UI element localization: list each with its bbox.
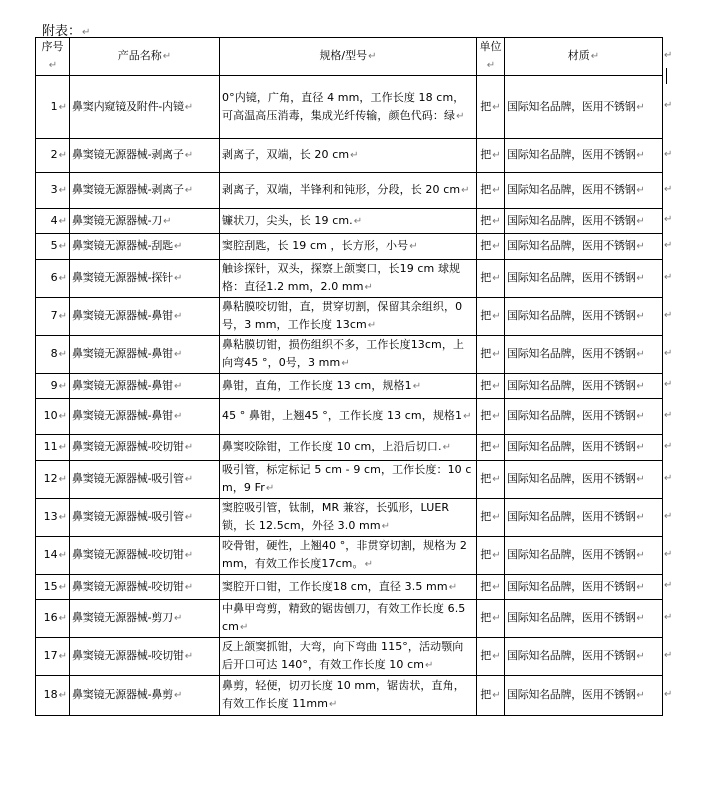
paragraph-mark-icon: ↵ bbox=[173, 380, 183, 392]
row-end-mark-icon: ↵ bbox=[664, 214, 673, 225]
paragraph-mark-icon: ↵ bbox=[448, 581, 458, 593]
cell-unit: 把↵ bbox=[477, 298, 505, 336]
cell-material: 国际知名品牌，医用不锈钢↵ bbox=[505, 76, 663, 139]
paragraph-mark-icon: ↵ bbox=[58, 690, 67, 701]
cell-serial-number: 18↵ bbox=[36, 676, 70, 716]
cell-product-name: 鼻窦内窥镜及附件-内镜↵ bbox=[70, 76, 220, 139]
paragraph-mark-icon: ↵ bbox=[82, 27, 91, 38]
paragraph-mark-icon: ↵ bbox=[58, 349, 67, 360]
paragraph-mark-icon: ↵ bbox=[367, 320, 377, 331]
cell-material: 国际知名品牌，医用不锈钢↵ bbox=[505, 575, 663, 600]
paragraph-mark-icon: ↵ bbox=[381, 521, 391, 532]
table-row bbox=[36, 575, 663, 600]
paragraph-mark-icon: ↵ bbox=[425, 660, 434, 671]
row-end-mark-icon: ↵ bbox=[664, 649, 673, 661]
paragraph-mark-icon: ↵ bbox=[492, 215, 501, 227]
paragraph-mark-icon: ↵ bbox=[184, 550, 193, 561]
table-row bbox=[36, 676, 663, 716]
cell-product-name: 鼻窦镜无源器械-鼻钳↵ bbox=[70, 399, 220, 435]
paragraph-mark-icon: ↵ bbox=[184, 474, 193, 485]
cell-unit: 把↵ bbox=[477, 173, 505, 209]
cell-spec-model: 剥离子，双端，长 20 cm↵ bbox=[220, 139, 477, 173]
row-end-mark-icon: ↵ bbox=[664, 347, 673, 359]
header-unit: 单位↵ bbox=[477, 38, 505, 76]
cell-unit: 把↵ bbox=[477, 234, 505, 260]
paragraph-mark-icon: ↵ bbox=[492, 101, 501, 113]
cell-product-name: 鼻窦镜无源器械-鼻钳↵ bbox=[70, 336, 220, 374]
table-row bbox=[36, 435, 663, 461]
cell-serial-number: 7↵ bbox=[36, 298, 70, 336]
text-cursor bbox=[666, 68, 667, 84]
paragraph-mark-icon: ↵ bbox=[492, 273, 501, 284]
table-row bbox=[36, 336, 663, 374]
paragraph-mark-icon: ↵ bbox=[265, 483, 275, 494]
paragraph-mark-icon: ↵ bbox=[636, 349, 645, 360]
cell-product-name: 鼻窦镜无源器械-咬切钳↵ bbox=[70, 575, 220, 600]
row-end-mark-icon: ↵ bbox=[664, 100, 673, 111]
cell-spec-model: 鼻钳，直角，工作长度 13 cm，规格1↵ bbox=[220, 374, 477, 399]
paragraph-mark-icon: ↵ bbox=[636, 215, 645, 227]
paragraph-mark-icon: ↵ bbox=[636, 185, 645, 196]
paragraph-mark-icon: ↵ bbox=[636, 311, 645, 322]
table-row bbox=[36, 298, 663, 336]
paragraph-mark-icon: ↵ bbox=[173, 690, 183, 701]
paragraph-mark-icon: ↵ bbox=[636, 581, 645, 593]
cell-material: 国际知名品牌，医用不锈钢↵ bbox=[505, 209, 663, 234]
paragraph-mark-icon: ↵ bbox=[173, 613, 183, 624]
cell-material: 国际知名品牌，医用不锈钢↵ bbox=[505, 499, 663, 537]
cell-spec-model: 咬骨钳，硬性，上翘40 °，非贯穿切割，规格为 2 mm，有效工作长度17cm。↵ bbox=[220, 537, 477, 575]
paragraph-mark-icon: ↵ bbox=[492, 311, 501, 322]
cell-spec-model: 剥离子，双端，半锋利和钝形，分段，长 20 cm↵ bbox=[220, 173, 477, 209]
cell-serial-number: 5↵ bbox=[36, 234, 70, 260]
cell-serial-number: 10↵ bbox=[36, 399, 70, 435]
row-end-mark-icon: ↵ bbox=[664, 379, 673, 390]
cell-spec-model: 触诊探针，双头，探察上颌窦口，长19 cm 球规格：直径1.2 mm，2.0 mm↵ bbox=[220, 260, 477, 298]
paragraph-mark-icon: ↵ bbox=[636, 651, 645, 662]
cell-unit: 把↵ bbox=[477, 537, 505, 575]
cell-spec-model: 中鼻甲弯剪，精致的锯齿刨刀，有效工作长度 6.5 cm↵ bbox=[220, 600, 477, 638]
paragraph-mark-icon: ↵ bbox=[636, 273, 645, 284]
paragraph-mark-icon: ↵ bbox=[58, 512, 67, 523]
cell-spec-model: 窦腔开口钳，工作长度18 cm，直径 3.5 mm↵ bbox=[220, 575, 477, 600]
paragraph-mark-icon: ↵ bbox=[492, 690, 501, 701]
cell-unit: 把↵ bbox=[477, 575, 505, 600]
cell-material: 国际知名品牌，医用不锈钢↵ bbox=[505, 298, 663, 336]
row-end-mark-icon: ↵ bbox=[664, 271, 673, 283]
cell-product-name: 鼻窦镜无源器械-吸引管↵ bbox=[70, 461, 220, 499]
cell-unit: 把↵ bbox=[477, 676, 505, 716]
cell-product-name: 鼻窦镜无源器械-剥离子↵ bbox=[70, 173, 220, 209]
cell-serial-number: 14↵ bbox=[36, 537, 70, 575]
cell-unit: 把↵ bbox=[477, 139, 505, 173]
cell-unit: 把↵ bbox=[477, 499, 505, 537]
table-row bbox=[36, 260, 663, 298]
paragraph-mark-icon: ↵ bbox=[58, 651, 67, 662]
cell-material: 国际知名品牌，医用不锈钢↵ bbox=[505, 399, 663, 435]
cell-spec-model: 鼻粘膜咬切钳，直，贯穿切割，保留其余组织，0号，3 mm，工作长度 13cm↵ bbox=[220, 298, 477, 336]
paragraph-mark-icon: ↵ bbox=[636, 512, 645, 523]
row-end-mark-icon: ↵ bbox=[664, 148, 673, 160]
cell-serial-number: 2↵ bbox=[36, 139, 70, 173]
table-row bbox=[36, 76, 663, 139]
cell-spec-model: 鼻剪，轻便，切刃长度 10 mm，锯齿状，直角，有效工作长度 11mm↵ bbox=[220, 676, 477, 716]
paragraph-mark-icon: ↵ bbox=[364, 559, 374, 570]
paragraph-mark-icon: ↵ bbox=[492, 442, 501, 453]
header-material: 材质↵ bbox=[505, 38, 663, 76]
cell-material: 国际知名品牌，医用不锈钢↵ bbox=[505, 139, 663, 173]
paragraph-mark-icon: ↵ bbox=[58, 101, 67, 113]
cell-material: 国际知名品牌，医用不锈钢↵ bbox=[505, 638, 663, 676]
cell-serial-number: 6↵ bbox=[36, 260, 70, 298]
row-end-mark-icon: ↵ bbox=[664, 688, 673, 700]
paragraph-mark-icon: ↵ bbox=[184, 581, 193, 593]
paragraph-mark-icon: ↵ bbox=[173, 241, 183, 252]
paragraph-mark-icon: ↵ bbox=[492, 380, 501, 392]
cell-serial-number: 16↵ bbox=[36, 600, 70, 638]
cell-serial-number: 1↵ bbox=[36, 76, 70, 139]
paragraph-mark-icon: ↵ bbox=[492, 241, 501, 252]
cell-unit: 把↵ bbox=[477, 638, 505, 676]
paragraph-mark-icon: ↵ bbox=[239, 622, 249, 633]
paragraph-mark-icon: ↵ bbox=[173, 411, 183, 422]
row-end-mark-icon: ↵ bbox=[664, 239, 673, 251]
row-end-mark-icon: ↵ bbox=[664, 611, 673, 623]
paragraph-mark-icon: ↵ bbox=[412, 380, 422, 392]
table-row bbox=[36, 399, 663, 435]
cell-serial-number: 8↵ bbox=[36, 336, 70, 374]
paragraph-mark-icon: ↵ bbox=[58, 185, 67, 196]
cell-unit: 把↵ bbox=[477, 461, 505, 499]
paragraph-mark-icon: ↵ bbox=[58, 474, 67, 485]
paragraph-mark-icon: ↵ bbox=[636, 690, 645, 701]
cell-spec-model: 45 ° 鼻钳，上翘45 °，工作长度 13 cm，规格1↵ bbox=[220, 399, 477, 435]
cell-product-name: 鼻窦镜无源器械-鼻钳↵ bbox=[70, 374, 220, 399]
cell-product-name: 鼻窦镜无源器械-探针↵ bbox=[70, 260, 220, 298]
paragraph-mark-icon: ↵ bbox=[173, 273, 183, 284]
cell-product-name: 鼻窦镜无源器械-吸引管↵ bbox=[70, 499, 220, 537]
cell-material: 国际知名品牌，医用不锈钢↵ bbox=[505, 173, 663, 209]
table-row bbox=[36, 374, 663, 399]
attachment-title-text: 附表： bbox=[42, 24, 82, 39]
cell-unit: 把↵ bbox=[477, 76, 505, 139]
cell-spec-model: 反上颌窦抓钳，大弯，向下弯曲 115°，活动颚向后开口可达 140°，有效工作长度 10 cm↵ bbox=[220, 638, 477, 676]
paragraph-mark-icon: ↵ bbox=[636, 150, 645, 161]
paragraph-mark-icon: ↵ bbox=[636, 550, 645, 561]
cell-product-name: 鼻窦镜无源器械-刀↵ bbox=[70, 209, 220, 234]
paragraph-mark-icon: ↵ bbox=[329, 699, 338, 710]
cell-spec-model: 鼻粘膜切钳，损伤组织不多，工作长度13cm，上向弯45 °，0号，3 mm↵ bbox=[220, 336, 477, 374]
table-row bbox=[36, 499, 663, 537]
paragraph-mark-icon: ↵ bbox=[184, 185, 193, 196]
paragraph-mark-icon: ↵ bbox=[58, 241, 67, 252]
row-end-mark-icon: ↵ bbox=[664, 548, 673, 560]
cell-material: 国际知名品牌，医用不锈钢↵ bbox=[505, 435, 663, 461]
paragraph-mark-icon: ↵ bbox=[492, 651, 501, 662]
cell-serial-number: 3↵ bbox=[36, 173, 70, 209]
paragraph-mark-icon: ↵ bbox=[184, 150, 193, 161]
table-row bbox=[36, 139, 663, 173]
row-end-mark-icon: ↵ bbox=[664, 309, 673, 321]
paragraph-mark-icon: ↵ bbox=[492, 150, 501, 161]
header-spec-model: 规格/型号↵ bbox=[220, 38, 477, 76]
row-end-mark-icon: ↵ bbox=[664, 440, 673, 452]
cell-product-name: 鼻窦镜无源器械-鼻钳↵ bbox=[70, 298, 220, 336]
paragraph-mark-icon: ↵ bbox=[341, 358, 350, 369]
cell-material: 国际知名品牌，医用不锈钢↵ bbox=[505, 234, 663, 260]
cell-serial-number: 13↵ bbox=[36, 499, 70, 537]
header-serial-number: 序号↵ bbox=[36, 38, 70, 76]
paragraph-mark-icon: ↵ bbox=[492, 185, 501, 196]
paragraph-mark-icon: ↵ bbox=[442, 442, 452, 453]
paragraph-mark-icon: ↵ bbox=[350, 150, 359, 161]
cell-unit: 把↵ bbox=[477, 435, 505, 461]
paragraph-mark-icon: ↵ bbox=[353, 215, 363, 227]
row-end-mark-icon: ↵ bbox=[664, 580, 673, 591]
paragraph-mark-icon: ↵ bbox=[58, 581, 67, 593]
cell-material: 国际知名品牌，医用不锈钢↵ bbox=[505, 374, 663, 399]
cell-product-name: 鼻窦镜无源器械-剥离子↵ bbox=[70, 139, 220, 173]
cell-product-name: 鼻窦镜无源器械-咬切钳↵ bbox=[70, 537, 220, 575]
paragraph-mark-icon: ↵ bbox=[492, 512, 501, 523]
paragraph-mark-icon: ↵ bbox=[492, 581, 501, 593]
cell-unit: 把↵ bbox=[477, 374, 505, 399]
paragraph-mark-icon: ↵ bbox=[492, 411, 501, 422]
cell-material: 国际知名品牌，医用不锈钢↵ bbox=[505, 537, 663, 575]
paragraph-mark-icon: ↵ bbox=[492, 613, 501, 624]
row-end-mark-icon: ↵ bbox=[664, 49, 673, 61]
paragraph-mark-icon: ↵ bbox=[636, 613, 645, 624]
paragraph-mark-icon: ↵ bbox=[636, 380, 645, 392]
cell-spec-model: 吸引管，标定标记 5 cm - 9 cm，工作长度：10 cm，9 Fr↵ bbox=[220, 461, 477, 499]
cell-unit: 把↵ bbox=[477, 600, 505, 638]
cell-serial-number: 9↵ bbox=[36, 374, 70, 399]
cell-serial-number: 11↵ bbox=[36, 435, 70, 461]
cell-serial-number: 12↵ bbox=[36, 461, 70, 499]
paragraph-mark-icon: ↵ bbox=[58, 311, 67, 322]
paragraph-mark-icon: ↵ bbox=[456, 110, 465, 122]
cell-spec-model: 鼻窦咬除钳，工作长度 10 cm，上沿后切口.↵ bbox=[220, 435, 477, 461]
row-end-mark-icon: ↵ bbox=[664, 409, 673, 421]
paragraph-mark-icon: ↵ bbox=[58, 442, 67, 453]
paragraph-mark-icon: ↵ bbox=[492, 550, 501, 561]
cell-product-name: 鼻窦镜无源器械-剪刀↵ bbox=[70, 600, 220, 638]
cell-material: 国际知名品牌，医用不锈钢↵ bbox=[505, 461, 663, 499]
cell-spec-model: 窦腔吸引管，钛制，MR 兼容，长弧形，LUER 锁，长 12.5cm，外径 3.0 mm↵ bbox=[220, 499, 477, 537]
cell-material: 国际知名品牌，医用不锈钢↵ bbox=[505, 260, 663, 298]
paragraph-mark-icon: ↵ bbox=[58, 613, 67, 624]
paragraph-mark-icon: ↵ bbox=[463, 411, 472, 422]
paragraph-mark-icon: ↵ bbox=[492, 474, 501, 485]
row-end-mark-icon: ↵ bbox=[664, 472, 673, 484]
cell-serial-number: 17↵ bbox=[36, 638, 70, 676]
table-header-row bbox=[36, 38, 663, 76]
cell-material: 国际知名品牌，医用不锈钢↵ bbox=[505, 336, 663, 374]
cell-product-name: 鼻窦镜无源器械-咬切钳↵ bbox=[70, 638, 220, 676]
cell-product-name: 鼻窦镜无源器械-咬切钳↵ bbox=[70, 435, 220, 461]
cell-unit: 把↵ bbox=[477, 336, 505, 374]
paragraph-mark-icon: ↵ bbox=[163, 215, 172, 227]
paragraph-mark-icon: ↵ bbox=[636, 411, 645, 422]
cell-spec-model: 镰状刀，尖头，长 19 cm.↵ bbox=[220, 209, 477, 234]
paragraph-mark-icon: ↵ bbox=[173, 311, 183, 322]
paragraph-mark-icon: ↵ bbox=[58, 411, 67, 422]
paragraph-mark-icon: ↵ bbox=[58, 150, 67, 161]
paragraph-mark-icon: ↵ bbox=[184, 651, 193, 662]
paragraph-mark-icon: ↵ bbox=[636, 241, 645, 252]
paragraph-mark-icon: ↵ bbox=[184, 101, 193, 113]
paragraph-mark-icon: ↵ bbox=[636, 101, 645, 113]
paragraph-mark-icon: ↵ bbox=[184, 442, 193, 453]
paragraph-mark-icon: ↵ bbox=[636, 474, 645, 485]
paragraph-mark-icon: ↵ bbox=[58, 215, 67, 227]
cell-unit: 把↵ bbox=[477, 399, 505, 435]
paragraph-mark-icon: ↵ bbox=[58, 380, 67, 392]
cell-unit: 把↵ bbox=[477, 209, 505, 234]
paragraph-mark-icon: ↵ bbox=[184, 512, 193, 523]
cell-unit: 把↵ bbox=[477, 260, 505, 298]
paragraph-mark-icon: ↵ bbox=[58, 273, 67, 284]
cell-product-name: 鼻窦镜无源器械-刮匙↵ bbox=[70, 234, 220, 260]
header-product-name: 产品名称↵ bbox=[70, 38, 220, 76]
cell-spec-model: 窦腔刮匙，长 19 cm ，长方形，小号↵ bbox=[220, 234, 477, 260]
paragraph-mark-icon: ↵ bbox=[58, 550, 67, 561]
paragraph-mark-icon: ↵ bbox=[461, 185, 470, 196]
table-row bbox=[36, 537, 663, 575]
table-row bbox=[36, 461, 663, 499]
table-row bbox=[36, 234, 663, 260]
paragraph-mark-icon: ↵ bbox=[409, 241, 418, 252]
paragraph-mark-icon: ↵ bbox=[173, 349, 183, 360]
cell-material: 国际知名品牌，医用不锈钢↵ bbox=[505, 600, 663, 638]
cell-serial-number: 4↵ bbox=[36, 209, 70, 234]
row-end-mark-icon: ↵ bbox=[664, 183, 673, 195]
paragraph-mark-icon: ↵ bbox=[636, 442, 645, 453]
table-row bbox=[36, 209, 663, 234]
table-row bbox=[36, 638, 663, 676]
cell-product-name: 鼻窦镜无源器械-鼻剪↵ bbox=[70, 676, 220, 716]
paragraph-mark-icon: ↵ bbox=[492, 349, 501, 360]
cell-spec-model: 0°内镜，广角，直径 4 mm，工作长度 18 cm，可高温高压消毒，集成光纤传输，颜色代码：绿↵ bbox=[220, 76, 477, 139]
cell-material: 国际知名品牌，医用不锈钢↵ bbox=[505, 676, 663, 716]
cell-serial-number: 15↵ bbox=[36, 575, 70, 600]
product-spec-table bbox=[35, 37, 663, 716]
paragraph-mark-icon: ↵ bbox=[364, 282, 374, 293]
row-end-mark-icon: ↵ bbox=[664, 510, 673, 522]
table-row bbox=[36, 173, 663, 209]
table-row bbox=[36, 600, 663, 638]
